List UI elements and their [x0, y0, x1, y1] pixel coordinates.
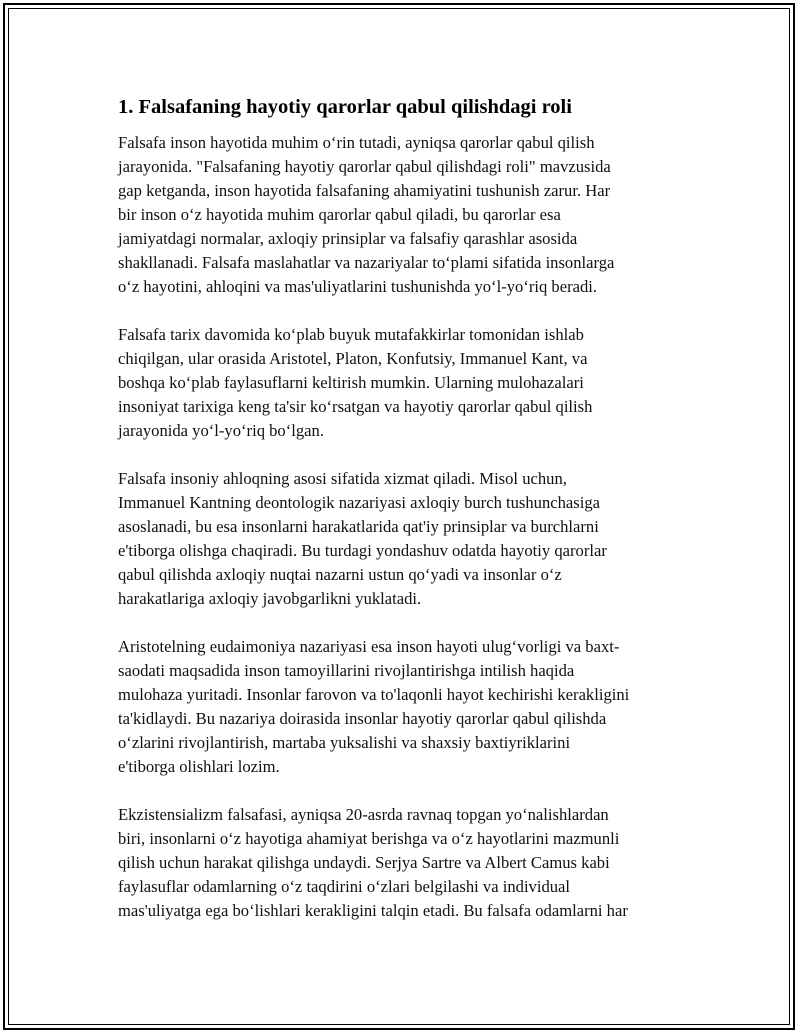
paragraph-4: [118, 635, 690, 779]
text-line: e'tiborga olishlari lozim.: [118, 757, 280, 776]
text-line: faylasuflar odamlarning o‘z taqdirini o‘zlari belgilashi va individual: [118, 877, 571, 896]
text-line: Falsafa insoniy ahloqning asosi sifatida xizmat qiladi. Misol uchun,: [118, 469, 567, 488]
paragraph-1: [118, 131, 690, 299]
text-line: asoslanadi, bu esa insonlarni harakatlarida qat'iy prinsiplar va burchlarni: [118, 517, 599, 536]
text-line: mas'uliyatga ega bo‘lishlari kerakligini talqin etadi. Bu falsafa odamlarni har: [118, 901, 628, 920]
text-line: biri, insonlarni o‘z hayotiga ahamiyat berishga va o‘z hayotlarini mazmunli: [118, 829, 620, 848]
text-line: Immanuel Kantning deontologik nazariyasi axloqiy burch tushunchasiga: [118, 493, 601, 512]
text-line: o‘zlarini rivojlantirish, martaba yuksalishi va shaxsiy baxtiyriklarini: [118, 733, 571, 752]
text-line: mulohaza yuritadi. Insonlar farovon va to'laqonli hayot kechirishi kerakligini: [118, 685, 630, 704]
document-body: [118, 93, 690, 947]
text-line: jarayonida. "Falsafaning hayotiy qarorlar qabul qilishdagi roli" mavzusida: [118, 157, 611, 176]
section-heading: 1. Falsafaning hayotiy qarorlar qabul qilishdagi roli: [118, 96, 572, 118]
text-line: gap ketganda, inson hayotida falsafaning ahamiyatini tushunish zarur. Har: [118, 181, 611, 200]
paragraph-5: [118, 803, 690, 923]
text-line: boshqa ko‘plab faylasuflarni keltirish mumkin. Ularning mulohazalari: [118, 373, 584, 392]
text-line: bir inson o‘z hayotida muhim qarorlar qabul qiladi, bu qarorlar esa: [118, 205, 561, 224]
text-line: e'tiborga olishga chaqiradi. Bu turdagi yondashuv odatda hayotiy qarorlar: [118, 541, 607, 560]
text-line: saodati maqsadida inson tamoyillarini rivojlantirishga intilish haqida: [118, 661, 575, 680]
text-line: o‘z hayotini, ahloqini va mas'uliyatlarini tushunishda yo‘l-yo‘riq beradi.: [118, 277, 598, 296]
text-line: Falsafa tarix davomida ko‘plab buyuk mutafakkirlar tomonidan ishlab: [118, 325, 584, 344]
text-line: shakllanadi. Falsafa maslahatlar va nazariyalar to‘plami sifatida insonlarga: [118, 253, 615, 272]
text-line: Ekzistensializm falsafasi, ayniqsa 20-asrda ravnaq topgan yo‘nalishlardan: [118, 805, 609, 824]
text-line: chiqilgan, ular orasida Aristotel, Platon, Konfutsiy, Immanuel Kant, va: [118, 349, 588, 368]
text-line: insoniyat tarixiga keng ta'sir ko‘rsatgan va hayotiy qarorlar qabul qilish: [118, 397, 593, 416]
paragraph-3: [118, 467, 690, 611]
text-line: Aristotelning eudaimoniya nazariyasi esa inson hayoti ulug‘vorligi va baxt-: [118, 637, 620, 656]
text-line: ta'kidlaydi. Bu nazariya doirasida insonlar hayotiy qarorlar qabul qilishda: [118, 709, 607, 728]
text-line: jarayonida yo‘l-yo‘riq bo‘lgan.: [118, 421, 324, 440]
text-line: qilish uchun harakat qilishga undaydi. Serjya Sartre va Albert Camus kabi: [118, 853, 610, 872]
text-line: harakatlariga axloqiy javobgarlikni yuklatadi.: [118, 589, 422, 608]
text-line: Falsafa inson hayotida muhim o‘rin tutadi, ayniqsa qarorlar qabul qilish: [118, 133, 595, 152]
paragraph-2: [118, 323, 690, 443]
text-line: qabul qilishda axloqiy nuqtai nazarni ustun qo‘yadi va insonlar o‘z: [118, 565, 562, 584]
text-line: jamiyatdagi normalar, axloqiy prinsiplar va falsafiy qarashlar asosida: [118, 229, 578, 248]
